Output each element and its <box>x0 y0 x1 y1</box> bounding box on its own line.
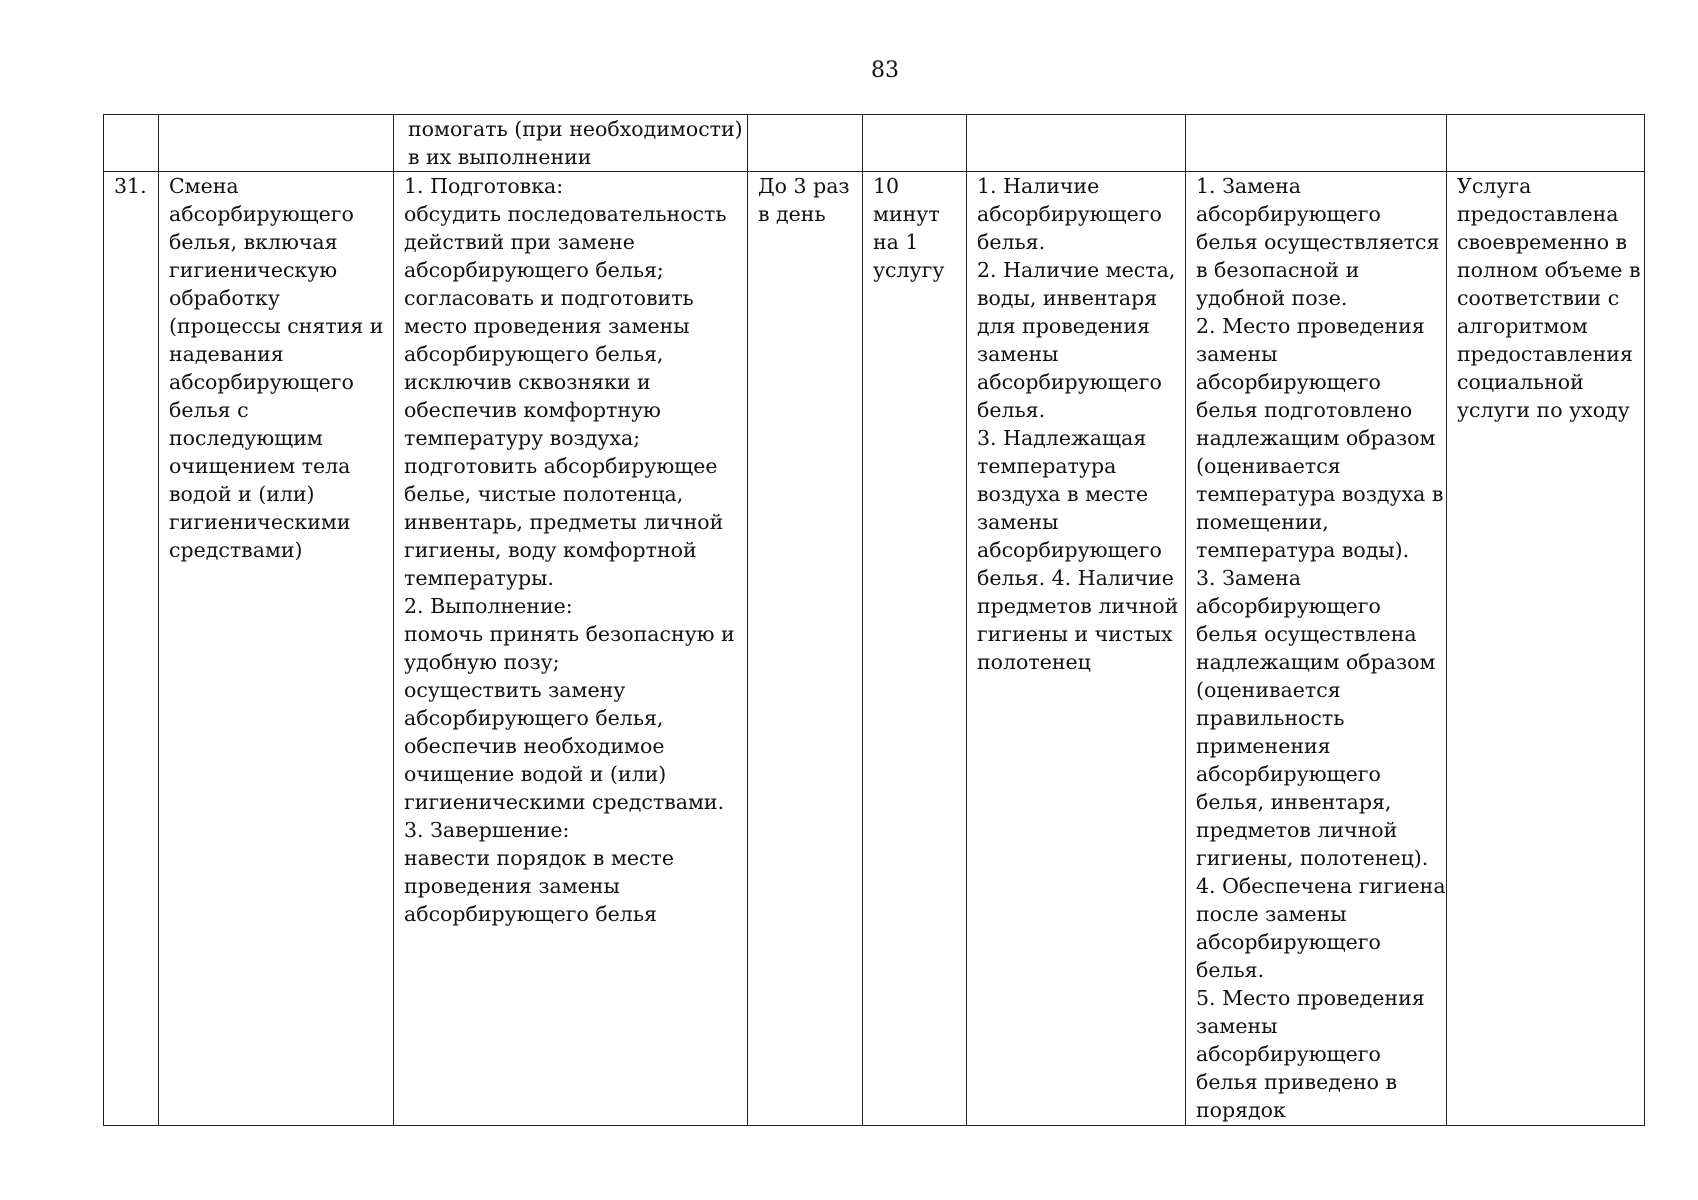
step-line: абсорбирующего белья <box>404 902 657 926</box>
text-line: применения <box>1196 734 1331 758</box>
text-line: (оценивается <box>1196 678 1341 702</box>
text-line: белья, инвентаря, <box>1196 790 1392 814</box>
text-line: удобной позе. <box>1196 286 1348 310</box>
conditions <box>977 172 1179 676</box>
text-line: порядок <box>1196 1098 1286 1122</box>
text-line: предметов личной <box>1196 818 1398 842</box>
text-line: социальной <box>1457 370 1584 394</box>
text-line: белья приведено в <box>1196 1070 1398 1094</box>
text-line: правильность <box>1196 706 1345 730</box>
text-line: в день <box>758 202 826 226</box>
text-line: абсорбирующего <box>1196 762 1381 786</box>
text-line: белья осуществляется <box>1196 230 1440 254</box>
text-line: 2. Место проведения <box>1196 314 1425 338</box>
text-line: средствами) <box>169 538 303 562</box>
cell-result <box>1447 172 1645 1126</box>
cell-service-name <box>159 115 394 172</box>
text-line: обработку <box>169 286 280 310</box>
cell-time <box>863 115 967 172</box>
result <box>1457 172 1641 424</box>
step-line: действий при замене <box>404 230 635 254</box>
cell-criteria <box>1186 172 1447 1126</box>
text-line: последующим <box>169 426 323 450</box>
text-line: очищением тела <box>169 454 351 478</box>
text-line: минут <box>873 202 940 226</box>
text-line: абсорбирующего <box>977 370 1162 394</box>
service-name <box>169 172 383 564</box>
step-line: исключив сквозняки и <box>404 370 651 394</box>
cell-result <box>1447 115 1645 172</box>
step-line: навести порядок в месте <box>404 846 675 870</box>
step-line: очищение водой и (или) <box>404 762 667 786</box>
text-line: замены <box>1196 1014 1278 1038</box>
row-number: 31. <box>114 174 147 198</box>
text-line: 4. Обеспечена гигиена <box>1196 874 1446 898</box>
service-steps <box>404 172 737 928</box>
text-line: белья, включая <box>169 230 338 254</box>
cell-number <box>104 115 159 172</box>
content-lines <box>404 115 743 171</box>
text-line: белья с <box>169 398 249 422</box>
text-line: абсорбирующего <box>1196 594 1381 618</box>
text-line: в их выполнении <box>408 145 592 169</box>
text-line: Смена <box>169 174 239 198</box>
cell-content <box>394 172 748 1126</box>
text-line: для проведения <box>977 314 1150 338</box>
cell-conditions <box>967 115 1186 172</box>
text-line: надевания <box>169 342 284 366</box>
text-line: алгоритмом <box>1457 314 1588 338</box>
text-line: в безопасной и <box>1196 258 1360 282</box>
text-line: замены <box>977 342 1059 366</box>
text-line: белья осуществлена <box>1196 622 1417 646</box>
frequency <box>758 172 852 228</box>
text-line: 1. Замена <box>1196 174 1302 198</box>
text-line: температура воды). <box>1196 538 1410 562</box>
text-line: абсорбирующего <box>1196 202 1381 226</box>
text-line: абсорбирующего <box>169 202 354 226</box>
text-line: гигиены и чистых <box>977 622 1173 646</box>
text-line: 2. Наличие места, <box>977 258 1176 282</box>
step-line: проведения замены <box>404 874 620 898</box>
text-line: абсорбирующего <box>1196 930 1381 954</box>
text-line: на 1 <box>873 230 919 254</box>
text-line: своевременно в <box>1457 230 1628 254</box>
quality-criteria <box>1196 172 1446 1124</box>
text-line: надлежащим образом <box>1196 650 1436 674</box>
step-line: гигиеническими средствами. <box>404 790 725 814</box>
text-line: полном объеме в <box>1457 258 1641 282</box>
text-line: 5. Место проведения <box>1196 986 1425 1010</box>
text-line: воздуха в месте <box>977 482 1149 506</box>
text-line: абсорбирующего <box>169 370 354 394</box>
text-line: гигиеническими <box>169 510 351 534</box>
cell-service-name <box>159 172 394 1126</box>
text-line: абсорбирующего <box>1196 1042 1381 1066</box>
step-line: инвентарь, предметы личной <box>404 510 724 534</box>
text-line: после замены <box>1196 902 1347 926</box>
step-title: 2. Выполнение: <box>404 594 573 618</box>
text-line: гигиены, полотенец). <box>1196 846 1429 870</box>
step-line: помочь принять безопасную и <box>404 622 735 646</box>
text-line: белья. 4. Наличие <box>977 566 1174 590</box>
step-line: температуры. <box>404 566 554 590</box>
text-line: услуги по уходу <box>1457 398 1630 422</box>
text-line: абсорбирующего <box>977 538 1162 562</box>
text-line: 3. Замена <box>1196 566 1302 590</box>
table-row-continuation <box>104 115 1645 172</box>
text-line: помещении, <box>1196 510 1329 534</box>
text-line: До 3 раз <box>758 174 850 198</box>
text-line: температура <box>977 454 1117 478</box>
text-line: 1. Наличие <box>977 174 1100 198</box>
text-line: белья. <box>977 230 1046 254</box>
step-line: температуру воздуха; <box>404 426 641 450</box>
step-line: осуществить замену <box>404 678 626 702</box>
text-line: температура воздуха в <box>1196 482 1444 506</box>
step-line: обсудить последовательность <box>404 202 727 226</box>
text-line: 10 <box>873 174 900 198</box>
text-line: предоставлена <box>1457 202 1619 226</box>
time-norm <box>873 172 956 284</box>
text-line: абсорбирующего <box>977 202 1162 226</box>
text-line: предоставления <box>1457 342 1633 366</box>
cell-conditions <box>967 172 1186 1126</box>
text-line: услугу <box>873 258 945 282</box>
services-table <box>103 114 1645 1126</box>
step-line: абсорбирующего белья, <box>404 706 664 730</box>
text-line: замены <box>1196 342 1278 366</box>
table-row-31 <box>104 172 1645 1126</box>
step-line: удобную позу; <box>404 650 560 674</box>
step-line: гигиены, воду комфортной <box>404 538 697 562</box>
cell-number <box>104 172 159 1126</box>
step-line: место проведения замены <box>404 314 690 338</box>
text-line: надлежащим образом <box>1196 426 1436 450</box>
cell-frequency <box>748 172 863 1126</box>
cell-criteria <box>1186 115 1447 172</box>
step-line: белье, чистые полотенца, <box>404 482 684 506</box>
text-line: Услуга <box>1457 174 1532 198</box>
step-title: 1. Подготовка: <box>404 174 564 198</box>
step-line: согласовать и подготовить <box>404 286 694 310</box>
text-line: белья. <box>977 398 1046 422</box>
text-line: водой и (или) <box>169 482 315 506</box>
text-line: (процессы снятия и <box>169 314 384 338</box>
text-line: абсорбирующего <box>1196 370 1381 394</box>
text-line: гигиеническую <box>169 258 338 282</box>
text-line: помогать (при необходимости) <box>408 117 743 141</box>
step-line: абсорбирующего белья, <box>404 342 664 366</box>
text-line: 3. Надлежащая <box>977 426 1147 450</box>
page-number: 83 <box>871 58 899 83</box>
step-line: абсорбирующего белья; <box>404 258 664 282</box>
cell-content <box>394 115 748 172</box>
cell-time <box>863 172 967 1126</box>
text-line: белья. <box>1196 958 1265 982</box>
text-line: замены <box>977 510 1059 534</box>
step-line: подготовить абсорбирующее <box>404 454 718 478</box>
step-line: обеспечив необходимое <box>404 734 665 758</box>
text-line: (оценивается <box>1196 454 1341 478</box>
text-line: белья подготовлено <box>1196 398 1413 422</box>
cell-frequency <box>748 115 863 172</box>
step-line: обеспечив комфортную <box>404 398 661 422</box>
text-line: полотенец <box>977 650 1091 674</box>
step-title: 3. Завершение: <box>404 818 570 842</box>
text-line: воды, инвентаря <box>977 286 1158 310</box>
text-line: соответствии с <box>1457 286 1620 310</box>
text-line: предметов личной <box>977 594 1179 618</box>
